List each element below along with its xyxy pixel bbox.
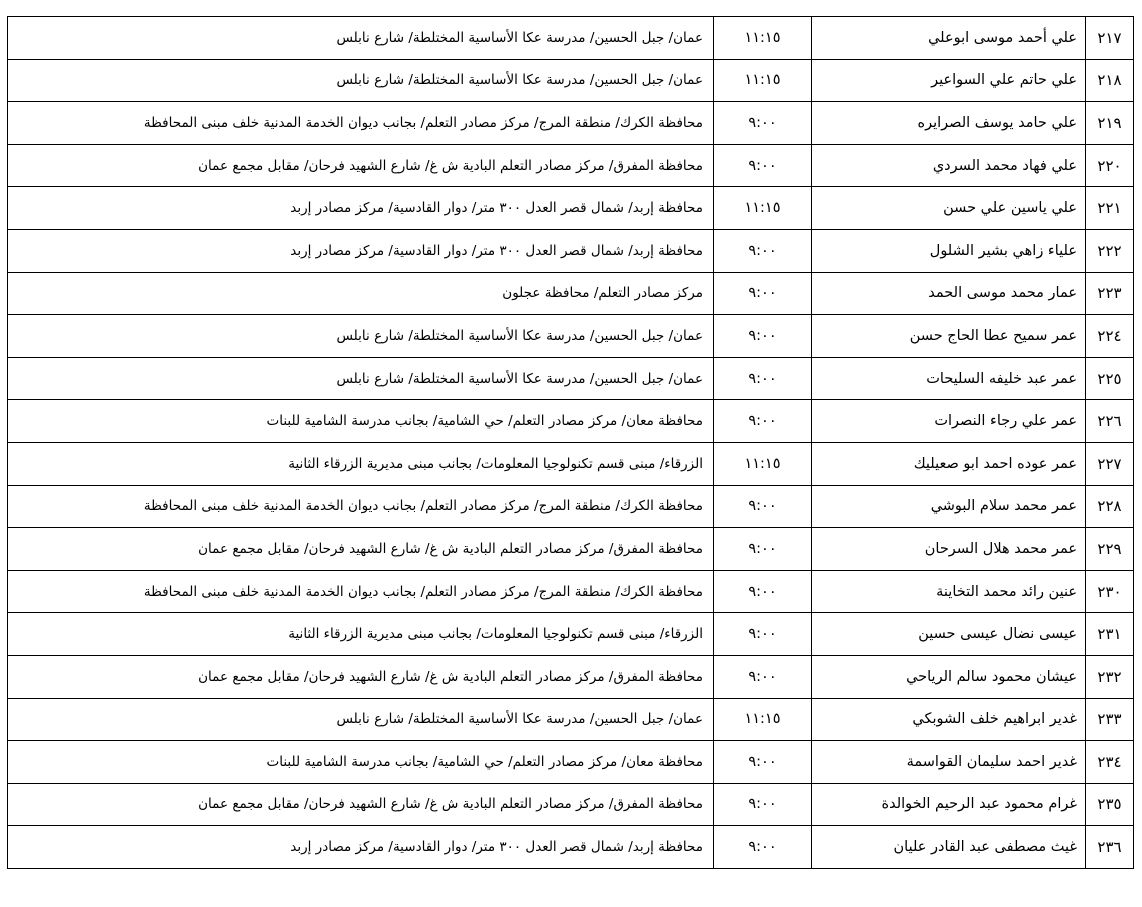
table-row [8,613,1134,656]
row-number: ٢٣٣ [1086,698,1134,741]
row-number: ٢٢٥ [1086,357,1134,400]
appointment-time: ٩:٠٠ [714,528,812,571]
location-address: محافظة المفرق/ مركز مصادر التعلم البادية ش غ/ شارع الشهيد فرحان/ مقابل مجمع عمان [8,144,714,187]
location-address: مركز مصادر التعلم/ محافظة عجلون [8,272,714,315]
location-address: محافظة المفرق/ مركز مصادر التعلم البادية ش غ/ شارع الشهيد فرحان/ مقابل مجمع عمان [8,528,714,571]
appointment-time: ٩:٠٠ [714,272,812,315]
appointment-time: ٩:٠٠ [714,102,812,145]
row-number: ٢٢١ [1086,187,1134,230]
appointment-time: ١١:١٥ [714,59,812,102]
location-address: عمان/ جبل الحسين/ مدرسة عكا الأساسية المختلطة/ شارع نابلس [8,59,714,102]
person-name: غدير ابراهيم خلف الشوبكي [812,698,1086,741]
location-address: محافظة إربد/ شمال قصر العدل ٣٠٠ متر/ دوار القادسية/ مركز مصادر إربد [8,826,714,869]
table-row [8,102,1134,145]
location-address: محافظة معان/ مركز مصادر التعلم/ حي الشامية/ بجانب مدرسة الشامية للبنات [8,400,714,443]
table-row [8,485,1134,528]
appointment-time: ١١:١٥ [714,187,812,230]
row-number: ٢٣٥ [1086,783,1134,826]
location-address: محافظة الكرك/ منطقة المرج/ مركز مصادر التعلم/ بجانب ديوان الخدمة المدنية خلف مبنى المحافظة [8,485,714,528]
appointment-time: ١١:١٥ [714,442,812,485]
location-address: محافظة المفرق/ مركز مصادر التعلم البادية ش غ/ شارع الشهيد فرحان/ مقابل مجمع عمان [8,783,714,826]
row-number: ٢١٧ [1086,17,1134,60]
table-row [8,315,1134,358]
row-number: ٢٢٨ [1086,485,1134,528]
person-name: علي ياسين علي حسن [812,187,1086,230]
row-number: ٢١٨ [1086,59,1134,102]
row-number: ٢٣٤ [1086,741,1134,784]
person-name: عيشان محمود سالم الرياحي [812,655,1086,698]
location-address: عمان/ جبل الحسين/ مدرسة عكا الأساسية المختلطة/ شارع نابلس [8,698,714,741]
table-row [8,655,1134,698]
table-row [8,698,1134,741]
schedule-table-body [8,17,1134,869]
appointment-time: ٩:٠٠ [714,613,812,656]
table-row [8,272,1134,315]
person-name: غيث مصطفى عبد القادر عليان [812,826,1086,869]
table-row [8,187,1134,230]
table-row [8,357,1134,400]
row-number: ٢٢٣ [1086,272,1134,315]
schedule-table [7,16,1134,869]
row-number: ٢٢٧ [1086,442,1134,485]
person-name: عمر سميح عطا الحاج حسن [812,315,1086,358]
table-row [8,400,1134,443]
appointment-time: ١١:١٥ [714,698,812,741]
appointment-time: ١١:١٥ [714,17,812,60]
location-address: محافظة الكرك/ منطقة المرج/ مركز مصادر التعلم/ بجانب ديوان الخدمة المدنية خلف مبنى المحافظة [8,102,714,145]
location-address: عمان/ جبل الحسين/ مدرسة عكا الأساسية المختلطة/ شارع نابلس [8,17,714,60]
table-row [8,229,1134,272]
person-name: علياء زاهي بشير الشلول [812,229,1086,272]
table-row [8,826,1134,869]
location-address: الزرقاء/ مبنى قسم تكنولوجيا المعلومات/ بجانب مبنى مديرية الزرقاء الثانية [8,613,714,656]
table-row [8,144,1134,187]
person-name: عمر عبد خليفه السليحات [812,357,1086,400]
appointment-time: ٩:٠٠ [714,741,812,784]
person-name: عيسى نضال عيسى حسين [812,613,1086,656]
row-number: ٢٢٦ [1086,400,1134,443]
location-address: محافظة الكرك/ منطقة المرج/ مركز مصادر التعلم/ بجانب ديوان الخدمة المدنية خلف مبنى المحافظة [8,570,714,613]
person-name: غرام محمود عبد الرحيم الخوالدة [812,783,1086,826]
table-row [8,442,1134,485]
row-number: ٢٣٦ [1086,826,1134,869]
person-name: عمار محمد موسى الحمد [812,272,1086,315]
appointment-time: ٩:٠٠ [714,783,812,826]
location-address: محافظة معان/ مركز مصادر التعلم/ حي الشامية/ بجانب مدرسة الشامية للبنات [8,741,714,784]
appointment-time: ٩:٠٠ [714,357,812,400]
appointment-time: ٩:٠٠ [714,229,812,272]
person-name: عمر محمد سلام البوشي [812,485,1086,528]
row-number: ٢٣١ [1086,613,1134,656]
table-row [8,17,1134,60]
location-address: محافظة إربد/ شمال قصر العدل ٣٠٠ متر/ دوار القادسية/ مركز مصادر إربد [8,187,714,230]
row-number: ٢٣٢ [1086,655,1134,698]
row-number: ٢١٩ [1086,102,1134,145]
schedule-table-container [7,16,1134,869]
table-row [8,741,1134,784]
person-name: عمر محمد هلال السرحان [812,528,1086,571]
location-address: عمان/ جبل الحسين/ مدرسة عكا الأساسية المختلطة/ شارع نابلس [8,357,714,400]
person-name: علي حامد يوسف الصرايره [812,102,1086,145]
appointment-time: ٩:٠٠ [714,315,812,358]
appointment-time: ٩:٠٠ [714,655,812,698]
table-row [8,528,1134,571]
row-number: ٢٢٤ [1086,315,1134,358]
appointment-time: ٩:٠٠ [714,144,812,187]
person-name: علي فهاد محمد السردي [812,144,1086,187]
row-number: ٢٢٢ [1086,229,1134,272]
table-row [8,59,1134,102]
location-address: محافظة إربد/ شمال قصر العدل ٣٠٠ متر/ دوار القادسية/ مركز مصادر إربد [8,229,714,272]
person-name: عنين رائد محمد التخاينة [812,570,1086,613]
location-address: محافظة المفرق/ مركز مصادر التعلم البادية ش غ/ شارع الشهيد فرحان/ مقابل مجمع عمان [8,655,714,698]
table-row [8,783,1134,826]
person-name: علي أحمد موسى ابوعلي [812,17,1086,60]
person-name: عمر عوده احمد ابو صعيليك [812,442,1086,485]
person-name: عمر علي رجاء النصرات [812,400,1086,443]
row-number: ٢٢٠ [1086,144,1134,187]
appointment-time: ٩:٠٠ [714,570,812,613]
appointment-time: ٩:٠٠ [714,485,812,528]
location-address: عمان/ جبل الحسين/ مدرسة عكا الأساسية المختلطة/ شارع نابلس [8,315,714,358]
row-number: ٢٢٩ [1086,528,1134,571]
person-name: علي حاتم علي السواعير [812,59,1086,102]
table-row [8,570,1134,613]
person-name: غدير احمد سليمان القواسمة [812,741,1086,784]
row-number: ٢٣٠ [1086,570,1134,613]
location-address: الزرقاء/ مبنى قسم تكنولوجيا المعلومات/ بجانب مبنى مديرية الزرقاء الثانية [8,442,714,485]
appointment-time: ٩:٠٠ [714,400,812,443]
appointment-time: ٩:٠٠ [714,826,812,869]
